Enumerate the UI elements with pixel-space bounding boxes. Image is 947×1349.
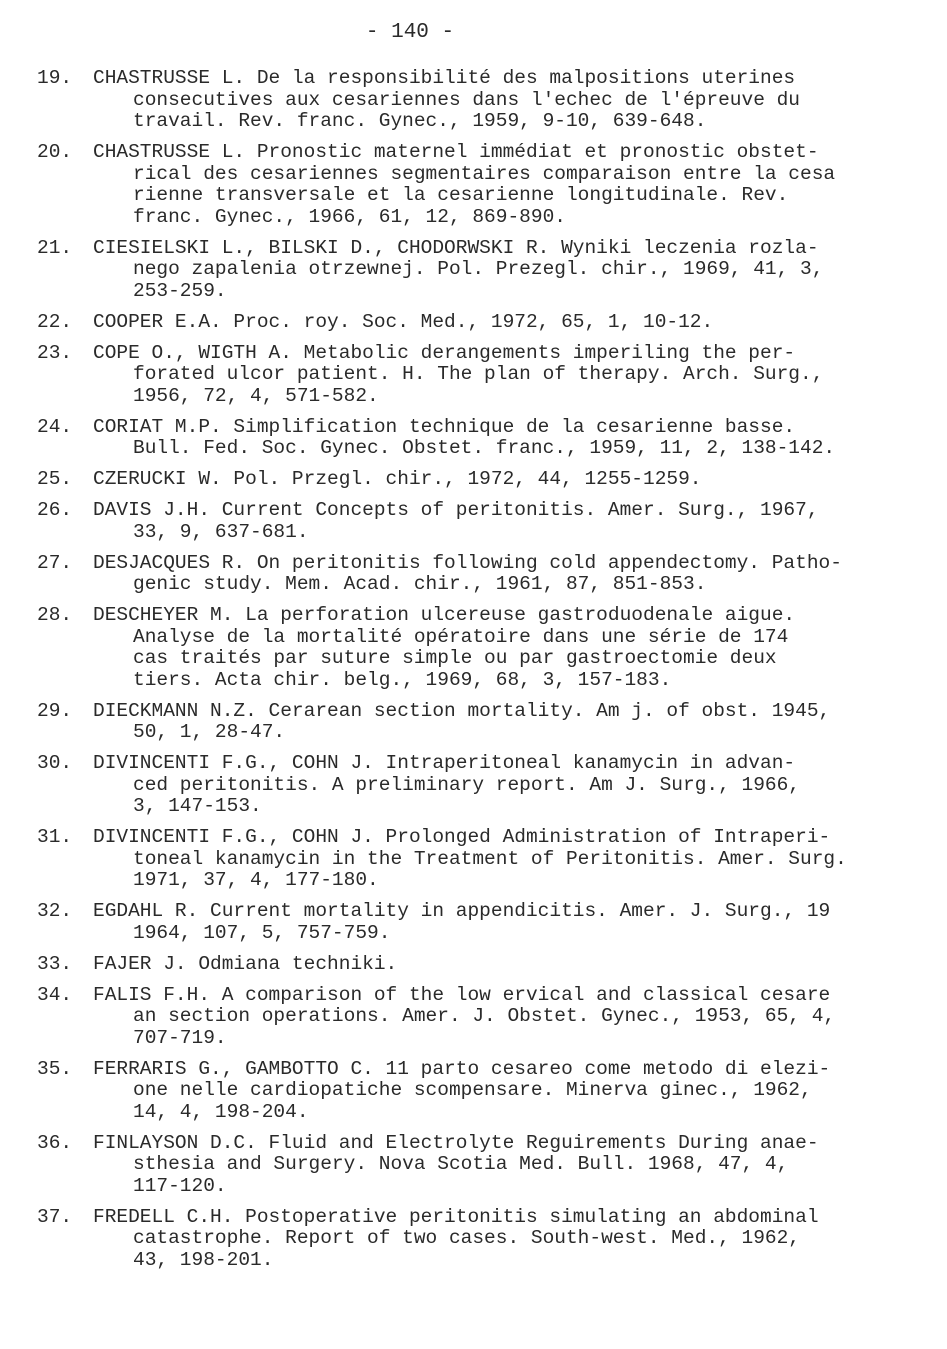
reference-text-line: nego zapalenia otrzewnej. Pol. Prezegl. chir., 1969, 41, 3, (133, 258, 824, 280)
reference-entry (37, 901, 917, 944)
reference-text-line: CHASTRUSSE L. De la responsibilité des malpositions uterines (93, 67, 796, 89)
reference-number: 32. (37, 900, 73, 922)
reference-entry (37, 753, 917, 818)
reference-number: 24. (37, 415, 73, 438)
reference-number: 37. (37, 1205, 73, 1228)
reference-text-line: tiers. Acta chir. belg., 1969, 68, 3, 157-183. (133, 668, 672, 691)
reference-entry (37, 954, 917, 976)
reference-text-line: DESJACQUES R. On peritonitis following cold appendectomy. Patho- (93, 551, 842, 574)
reference-entry (37, 553, 917, 596)
reference-text-line: 1964, 107, 5, 757-759. (133, 921, 391, 944)
reference-text-line: genic study. Mem. Acad. chir., 1961, 87, 851-853. (133, 573, 707, 595)
reference-entry (37, 827, 917, 892)
reference-text-line: 1956, 72, 4, 571-582. (133, 384, 379, 407)
reference-entry (37, 343, 917, 408)
reference-text-line: 253-259. (133, 279, 227, 302)
reference-text-line: 707-719. (133, 1026, 227, 1049)
reference-text-line: DIECKMANN N.Z. Cerarean section mortality. Am j. of obst. 1945, (93, 699, 831, 722)
reference-number: 20. (37, 141, 73, 163)
reference-text-line: forated ulcor patient. H. The plan of therapy. Arch. Surg., (133, 363, 824, 385)
reference-text-line: FINLAYSON D.C. Fluid and Electrolyte Reguirements During anae- (93, 1131, 819, 1154)
reference-text-line: DIVINCENTI F.G., COHN J. Intraperitoneal kanamycin in advan- (93, 752, 796, 774)
reference-entry (37, 417, 917, 460)
reference-number: 28. (37, 604, 73, 626)
reference-text-line: 50, 1, 28-47. (133, 721, 286, 743)
reference-entry (37, 142, 917, 228)
reference-text-line: CHASTRUSSE L. Pronostic maternel immédiat et pronostic obstet- (93, 141, 819, 163)
reference-number: 19. (37, 67, 73, 89)
reference-entry (37, 68, 917, 133)
reference-entry (37, 1059, 917, 1124)
reference-text-line: sthesia and Surgery. Nova Scotia Med. Bull. 1968, 47, 4, (133, 1153, 789, 1175)
reference-text-line: CZERUCKI W. Pol. Przegl. chir., 1972, 44, 1255-1259. (93, 468, 702, 490)
reference-number: 34. (37, 983, 73, 1006)
reference-text-line: 14, 4, 198-204. (133, 1100, 309, 1123)
reference-entry (37, 1207, 917, 1272)
reference-text-line: franc. Gynec., 1966, 61, 12, 869-890. (133, 205, 566, 228)
reference-text-line: 117-120. (133, 1174, 227, 1197)
reference-entry (37, 500, 917, 543)
reference-entry (37, 1133, 917, 1198)
reference-entry (37, 469, 917, 491)
reference-number: 35. (37, 1057, 73, 1080)
reference-entry (37, 238, 917, 303)
reference-text-line: 3, 147-153. (133, 795, 262, 817)
reference-entry (37, 701, 917, 744)
reference-number: 26. (37, 499, 73, 521)
reference-number: 21. (37, 236, 73, 259)
reference-text-line: one nelle cardiopatiche scompensare. Minerva ginec., 1962, (133, 1079, 812, 1101)
reference-text-line: COPE O., WIGTH A. Metabolic derangements imperiling the per- (93, 341, 796, 364)
reference-number: 30. (37, 752, 73, 774)
reference-text-line: 43, 198-201. (133, 1248, 274, 1271)
reference-text-line: 1971, 37, 4, 177-180. (133, 869, 379, 891)
reference-text-line: FAJER J. Odmiana techniki. (93, 952, 398, 975)
reference-number: 23. (37, 341, 73, 364)
reference-text-line: rienne transversale et la cesarienne longitudinale. Rev. (133, 184, 789, 206)
reference-number: 33. (37, 952, 73, 975)
reference-text-line: DIVINCENTI F.G., COHN J. Prolonged Administration of Intraperi- (93, 826, 831, 848)
reference-number: 29. (37, 699, 73, 722)
reference-text-line: an section operations. Amer. J. Obstet. Gynec., 1953, 65, 4, (133, 1005, 836, 1027)
reference-number: 22. (37, 310, 73, 333)
reference-text-line: cas traités par suture simple ou par gastroectomie deux (133, 647, 777, 669)
reference-list (37, 68, 917, 1281)
reference-text-line: Bull. Fed. Soc. Gynec. Obstet. franc., 1959, 11, 2, 138-142. (133, 437, 836, 459)
reference-number: 25. (37, 468, 73, 490)
reference-text-line: EGDAHL R. Current mortality in appendicitis. Amer. J. Surg., 19 (93, 900, 831, 922)
reference-entry (37, 605, 917, 691)
reference-number: 27. (37, 551, 73, 574)
reference-text-line: Analyse de la mortalité opératoire dans une série de 174 (133, 625, 789, 648)
reference-entry (37, 312, 917, 334)
reference-text-line: consecutives aux cesariennes dans l'echec de l'épreuve du (133, 88, 801, 111)
reference-text-line: FREDELL C.H. Postoperative peritonitis simulating an abdominal (93, 1205, 819, 1228)
reference-text-line: travail. Rev. franc. Gynec., 1959, 9-10, 639-648. (133, 110, 707, 132)
reference-text-line: catastrophe. Report of two cases. South-west. Med., 1962, (133, 1227, 801, 1249)
reference-text-line: CIESIELSKI L., BILSKI D., CHODORWSKI R. Wyniki leczenia rozla- (93, 236, 819, 259)
page-number: - 140 - (365, 21, 455, 44)
reference-text-line: 33, 9, 637-681. (133, 520, 309, 543)
reference-text-line: rical des cesariennes segmentaires comparaison entre la cesa (133, 162, 836, 185)
reference-text-line: CORIAT M.P. Simplification technique de la cesarienne basse. (93, 415, 796, 438)
reference-text-line: FERRARIS G., GAMBOTTO C. 11 parto cesareo come metodo di elezi- (93, 1057, 831, 1080)
reference-text-line: toneal kanamycin in the Treatment of Peritonitis. Amer. Surg. (133, 847, 847, 870)
reference-text-line: DAVIS J.H. Current Concepts of peritonitis. Amer. Surg., 1967, (93, 499, 819, 521)
reference-text-line: DESCHEYER M. La perforation ulcereuse gastroduodenale aigue. (93, 604, 796, 626)
reference-text-line: FALIS F.H. A comparison of the low ervical and classical cesare (93, 983, 831, 1006)
reference-entry (37, 985, 917, 1050)
reference-number: 36. (37, 1131, 73, 1154)
reference-number: 31. (37, 826, 73, 848)
reference-text-line: ced peritonitis. A preliminary report. Am J. Surg., 1966, (133, 773, 801, 796)
reference-text-line: COOPER E.A. Proc. roy. Soc. Med., 1972, 65, 1, 10-12. (93, 310, 714, 333)
